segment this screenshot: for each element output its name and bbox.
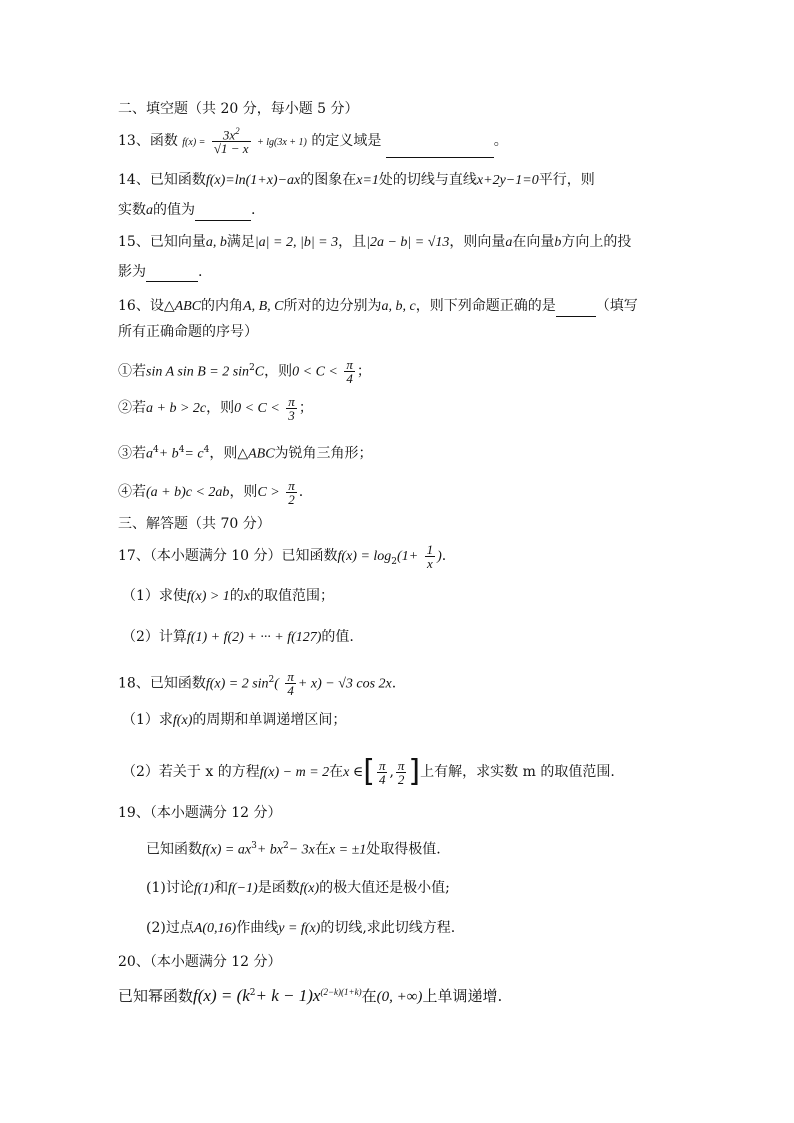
q16-text-c: 的内角: [201, 298, 244, 314]
q17-p1-e: 的取值范围；: [250, 588, 335, 604]
q14-text-g: 平行，则: [538, 172, 595, 188]
q16-opt2-ineq: 0 < C <: [234, 401, 280, 416]
q19-p1-f1: f(1): [193, 881, 215, 896]
q20-text-d: 在: [361, 987, 377, 1005]
q20-interval: (0, +∞): [376, 989, 423, 1005]
question-17-line-1: [118, 538, 446, 574]
q13-num: 3x: [222, 127, 236, 143]
q13-end: 。: [493, 133, 508, 149]
q17-p1-c: 的: [229, 588, 244, 604]
q19-part-2: [146, 918, 455, 939]
question-13: [118, 126, 508, 156]
q16-opt2-prefix: ②若: [118, 400, 146, 416]
q18-p2-fraction-1: [377, 759, 388, 786]
q14-var-a: a: [146, 203, 153, 218]
q13-number: 13、: [118, 133, 150, 149]
q13-tail: + lg(3x + 1): [257, 137, 307, 148]
q16-option-3: [118, 440, 373, 465]
q17-close: ): [437, 549, 442, 564]
q14-text-e: 处的切线与直线: [378, 172, 477, 188]
q16-opt4-num: π: [288, 477, 295, 493]
q16-opt3-sup-b: 4: [178, 445, 185, 455]
q17-log-base: 2: [391, 556, 398, 567]
q18-expr-b: f(x) = 2 sin: [205, 676, 269, 692]
q19-text-e: 在: [314, 841, 329, 858]
q16-option-2: [118, 390, 313, 426]
q16-opt1-num: π: [346, 357, 353, 373]
q19-p2-curve: y = f(x): [278, 921, 321, 936]
q19-x-pm1: x = ±1: [328, 842, 367, 858]
q19-header: 19、（本小题满分 12 分）: [118, 805, 282, 821]
q14-line-eq: x+2y−1=0: [476, 173, 539, 188]
q19-text-g: 处取得极值.: [366, 841, 441, 858]
q19-expr-c: + bx: [256, 842, 283, 858]
q15-end: .: [198, 264, 203, 280]
q16-opt3-a: a: [146, 446, 153, 462]
q19-p2-e: 的切线,求此切线方程.: [320, 920, 456, 936]
q18-p2-left-bracket: [: [363, 754, 375, 789]
q15-text-k: 方向上的投: [561, 234, 632, 250]
q16-opt1-fraction: [344, 358, 355, 385]
q17-p2-a: （2）计算: [122, 629, 187, 645]
q19-p2-c: 作曲线: [236, 920, 279, 936]
q15-text-yingwei: 影为: [118, 264, 146, 280]
q20-expr-c: + k − 1)x: [255, 986, 321, 1005]
q20-sup: 2: [249, 988, 256, 998]
q18-p2-c: 在: [329, 764, 344, 780]
q17-open: (1+: [397, 549, 419, 564]
section-3-header: 三、解答题（共 70 分）: [118, 516, 271, 532]
question-14-line-1: [118, 170, 595, 191]
q19-p1-fm1: f(−1): [228, 881, 258, 896]
q18-p1-fx: f(x): [172, 713, 193, 728]
q17-text-a: 17、（本小题满分 10 分）已知函数: [118, 548, 338, 564]
q14-text-shishu: 实数: [118, 202, 146, 218]
q16-opt3-then: ，则: [209, 445, 238, 462]
q16-opt2-end: ；: [298, 400, 313, 416]
q20-text-a: 已知幂函数: [118, 987, 194, 1005]
q16-opt2-then: ，则: [206, 400, 235, 416]
q16-sides: a, b, c: [381, 299, 416, 314]
question-15-line-2: [118, 262, 202, 282]
q16-opt2-expr: a + b > 2c: [146, 401, 207, 416]
q13-den: √1 − x: [213, 141, 249, 157]
q16-opt1-c: C: [254, 364, 265, 380]
q15-text-e: ，且: [338, 234, 367, 250]
q13-suffix: 的定义域是: [311, 133, 382, 149]
q16-opt1-prefix: ①若: [118, 363, 146, 380]
q16-opt1-den: 4: [346, 371, 353, 387]
question-15-line-1: [118, 232, 631, 253]
q19-expr-b: f(x) = ax: [202, 842, 252, 858]
q18-sup: 2: [268, 675, 275, 685]
q18-fraction: [285, 670, 296, 697]
q15-condition: |2a − b| = √13: [366, 235, 450, 250]
q16-opt4-den: 2: [288, 491, 295, 507]
q14-text-value: 的值为: [153, 202, 195, 218]
q18-end: .: [391, 675, 397, 692]
q17-num: 1: [426, 541, 434, 557]
q16-opt3-triangle: △ABC: [237, 446, 275, 462]
q16-opt2-fraction: [286, 395, 297, 422]
q19-p1-and: 和: [214, 880, 229, 896]
q14-end: .: [251, 202, 256, 218]
q19-text-a: 已知函数: [146, 841, 202, 858]
q18-open: (: [274, 676, 279, 692]
q16-opt3-sup-a: 4: [153, 445, 159, 455]
q16-angles: A, B, C: [243, 299, 284, 314]
q18-part-2: [122, 752, 615, 792]
q16-text-e: 所对的边分别为: [283, 298, 382, 314]
q18-p2-e: 上有解，求实数 m 的取值范围.: [420, 764, 615, 780]
q16-answer-blank[interactable]: [556, 302, 596, 317]
q13-num-sup: 2: [235, 125, 240, 136]
q17-part-1: [122, 586, 334, 607]
q15-answer-blank[interactable]: [146, 267, 198, 282]
q17-p2-c: 的值.: [321, 629, 354, 645]
q16-opt4-prefix: ④若: [118, 484, 146, 500]
q16-opt4-ineq: C >: [257, 485, 280, 500]
q17-p1-ineq: f(x) > 1: [186, 589, 230, 604]
q16-opt1-sup: 2: [249, 363, 255, 373]
q17-den: x: [426, 555, 433, 571]
q18-den: 4: [287, 683, 294, 699]
q16-opt1-then: ，则: [264, 363, 293, 380]
q20-line-1: [118, 982, 502, 1007]
q19-part-1: [146, 878, 450, 899]
q19-p1-a: (1)讨论: [146, 880, 194, 896]
q19-sup1: 3: [251, 841, 257, 851]
q18-expr-d: + x) − √3 cos 2x: [297, 676, 392, 692]
q18-num: π: [287, 669, 294, 685]
q18-p2-fraction-2: [396, 759, 407, 786]
q20-text-f: 上单调递增.: [422, 987, 503, 1005]
q17-fraction: [425, 543, 436, 570]
q13-fx: f(x) =: [182, 137, 206, 148]
q15-text-g: ，则向量: [449, 234, 506, 250]
q16-opt2-den: 3: [288, 407, 295, 423]
q18-p2-a: （2）若关于 x 的方程: [122, 764, 260, 780]
q16-opt3-prefix: ③若: [118, 445, 146, 462]
q15-vec-b: b: [554, 235, 562, 250]
q16-opt4-expr: (a + b)c < 2ab: [146, 485, 230, 500]
q16-opt1-expr: sin A sin B = 2 sin: [146, 364, 250, 380]
q16-option-1: [118, 350, 371, 386]
question-14-line-2: [118, 200, 255, 221]
q17-p1-x: x: [243, 589, 251, 604]
q18-p2-num2: π: [397, 757, 405, 773]
q17-log: f(x) = log: [337, 549, 392, 564]
question-16-line-1: [118, 296, 638, 317]
q15-vectors: a, b: [205, 235, 227, 250]
q17-p1-a: （1）求使: [122, 588, 187, 604]
q18-part-1: [122, 710, 346, 731]
q18-p2-den1: 4: [378, 771, 386, 787]
question-16-line-2: 所有正确命题的序号）: [118, 324, 258, 340]
q16-opt2-num: π: [288, 393, 295, 409]
section-2-header: 二、填空题（共 20 分，每小题 5 分）: [118, 101, 359, 117]
q16-option-4: [118, 474, 303, 510]
q15-text-a: 15、已知向量: [118, 234, 206, 250]
q15-text-c: 满足: [226, 234, 255, 250]
q16-opt4-end: .: [298, 484, 304, 500]
q16-opt1-ineq: 0 < C <: [292, 364, 338, 380]
q18-p2-comma: ,: [389, 764, 394, 780]
q19-p1-e: 是函数: [257, 880, 300, 896]
q14-text-a: 14、已知函数: [118, 172, 206, 188]
q16-opt3-b: + b: [158, 446, 179, 462]
q19-expr-d: − 3x: [288, 842, 315, 858]
q16-opt3-c: = c: [184, 446, 204, 462]
q19-p1-g: 的极大值还是极小值;: [319, 880, 450, 896]
q19-p1-fx: f(x): [299, 881, 320, 896]
q18-p1-c: 的周期和单调递增区间；: [192, 712, 347, 728]
q17-end: .: [441, 548, 447, 564]
q15-magnitudes: |a| = 2, |b| = 3: [254, 235, 339, 250]
q18-text-a: 18、已知函数: [118, 675, 206, 692]
q16-text-h: （填写: [595, 298, 638, 314]
q16-triangle: △ABC: [163, 299, 202, 314]
q13-answer-blank[interactable]: [386, 143, 494, 158]
q13-fraction: [212, 127, 251, 155]
q18-p2-den2: 2: [397, 771, 405, 787]
q20-exponent: (2−k)(1+k): [320, 987, 362, 997]
q16-opt3-sup-c: 4: [203, 445, 210, 455]
q18-p2-right-bracket: ]: [408, 754, 421, 789]
q16-opt1-end: ；: [356, 363, 371, 380]
q16-opt4-fraction: [286, 479, 297, 506]
q19-p2-a: (2)过点: [146, 920, 194, 936]
q18-p2-num1: π: [378, 757, 386, 773]
q16-text-a: 16、设: [118, 298, 164, 314]
q17-part-2: [122, 627, 354, 648]
q16-opt4-then: ，则: [229, 484, 258, 500]
q20-header: 20、（本小题满分 12 分）: [118, 954, 282, 970]
q18-p1-a: （1）求: [122, 712, 173, 728]
q16-text-g: ，则下列命题正确的是: [415, 298, 556, 314]
q16-opt3-conclusion: 为锐角三角形；: [274, 445, 373, 462]
q13-prefix: 函数: [149, 133, 178, 149]
q19-p2-point: A(0,16): [193, 921, 237, 936]
q17-p2-sum: f(1) + f(2) + ··· + f(127): [186, 630, 322, 645]
q19-line-1: [146, 836, 441, 861]
q20-expr-b: f(x) = (k: [193, 986, 250, 1005]
q18-p2-eq: f(x) − m = 2: [259, 765, 330, 780]
q18-p2-in: x ∈: [343, 765, 364, 780]
q14-answer-blank[interactable]: [195, 206, 251, 221]
q15-text-i: 在向量: [512, 234, 555, 250]
q14-text-c: 的图象在: [300, 172, 357, 188]
q19-sup2: 2: [283, 841, 289, 851]
q14-function: f(x)=ln(1+x)−ax: [205, 173, 301, 188]
q14-x-eq-1: x=1: [356, 173, 379, 188]
q15-vec-a: a: [505, 235, 513, 250]
question-18-line-1: [118, 662, 396, 698]
